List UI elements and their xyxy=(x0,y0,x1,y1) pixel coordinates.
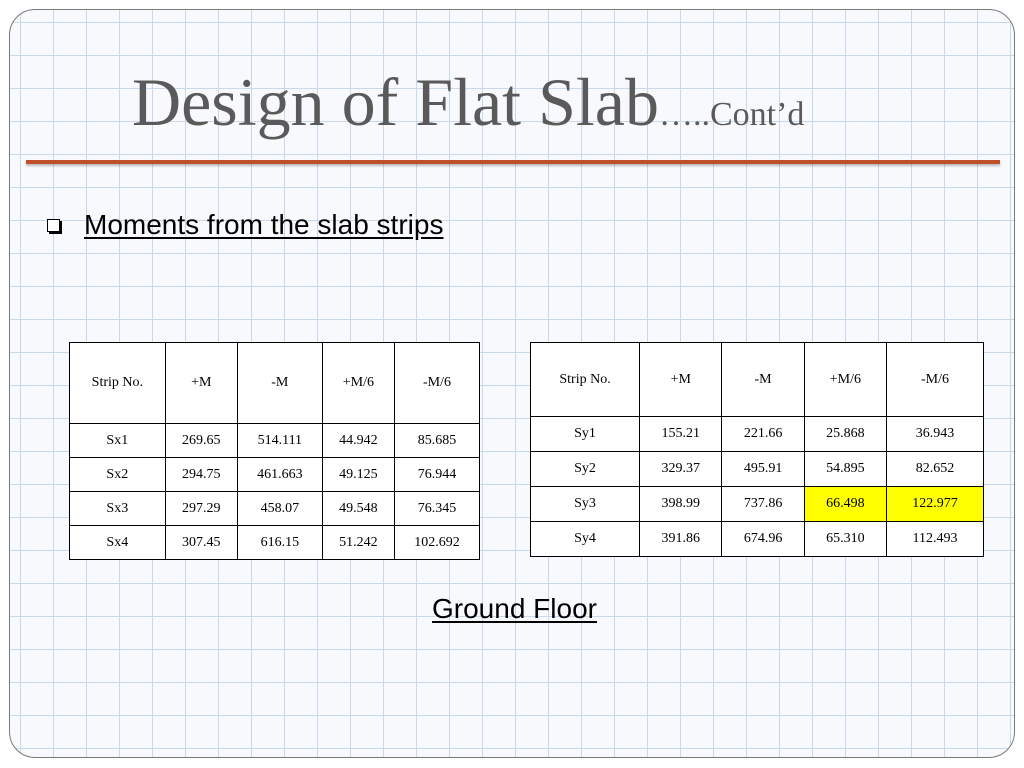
column-header-negative-moment-sixth: -M/6 xyxy=(395,343,480,424)
slide-title-main: Design of Flat Slab xyxy=(132,64,659,140)
bullet-text: Moments from the slab strips xyxy=(84,209,444,240)
table-row xyxy=(531,487,984,522)
table-row xyxy=(70,526,480,560)
table-cell: 391.86 xyxy=(640,522,722,557)
table-cell: 112.493 xyxy=(887,522,984,557)
table-cell: 329.37 xyxy=(640,452,722,487)
table-cell: 85.685 xyxy=(395,424,480,458)
column-header-strip-no: Strip No. xyxy=(70,343,166,424)
table-cell: 269.65 xyxy=(165,424,237,458)
bullet-item xyxy=(47,205,443,245)
column-header-positive-moment: +M xyxy=(165,343,237,424)
table-cell: 76.345 xyxy=(395,492,480,526)
column-header-positive-moment-sixth: +M/6 xyxy=(322,343,394,424)
slide-title xyxy=(132,60,804,157)
table-cell: 155.21 xyxy=(640,417,722,452)
column-header-negative-moment: -M xyxy=(237,343,322,424)
table-cell: 495.91 xyxy=(722,452,804,487)
x-strip-moments-table xyxy=(69,342,480,560)
table-cell: 65.310 xyxy=(804,522,886,557)
table-cell: 514.111 xyxy=(237,424,322,458)
table-cell: 51.242 xyxy=(322,526,394,560)
slide-title-suffix: …..Cont’d xyxy=(658,96,805,133)
table-cell: 44.942 xyxy=(322,424,394,458)
table-cell: 54.895 xyxy=(804,452,886,487)
title-divider xyxy=(26,160,1000,164)
table-cell: 294.75 xyxy=(165,458,237,492)
table-cell: 398.99 xyxy=(640,487,722,522)
table-cell: 458.07 xyxy=(237,492,322,526)
table-row xyxy=(531,452,984,487)
strip-no-cell: Sx4 xyxy=(70,526,166,560)
table-cell: 616.15 xyxy=(237,526,322,560)
strip-no-cell: Sx1 xyxy=(70,424,166,458)
table-row xyxy=(531,522,984,557)
highlighted-cell: 66.498 xyxy=(804,487,886,522)
table-cell: 461.663 xyxy=(237,458,322,492)
table-cell: 297.29 xyxy=(165,492,237,526)
column-header-negative-moment-sixth: -M/6 xyxy=(887,343,984,417)
strip-no-cell: Sy3 xyxy=(531,487,640,522)
floor-caption: Ground Floor xyxy=(432,593,597,624)
table-cell: 49.548 xyxy=(322,492,394,526)
table-row xyxy=(70,492,480,526)
strip-no-cell: Sy4 xyxy=(531,522,640,557)
table-cell: 737.86 xyxy=(722,487,804,522)
table-cell: 36.943 xyxy=(887,417,984,452)
table-row xyxy=(531,417,984,452)
table-cell: 25.868 xyxy=(804,417,886,452)
table-header-row xyxy=(70,343,480,424)
strip-no-cell: Sx3 xyxy=(70,492,166,526)
y-strip-moments-table xyxy=(530,342,984,557)
table-cell: 49.125 xyxy=(322,458,394,492)
table-row xyxy=(70,424,480,458)
table-row xyxy=(70,458,480,492)
column-header-negative-moment: -M xyxy=(722,343,804,417)
table-cell: 674.96 xyxy=(722,522,804,557)
checkbox-bullet-icon xyxy=(47,219,60,232)
strip-no-cell: Sy1 xyxy=(531,417,640,452)
column-header-strip-no: Strip No. xyxy=(531,343,640,417)
strip-no-cell: Sy2 xyxy=(531,452,640,487)
column-header-positive-moment: +M xyxy=(640,343,722,417)
column-header-positive-moment-sixth: +M/6 xyxy=(804,343,886,417)
strip-no-cell: Sx2 xyxy=(70,458,166,492)
table-cell: 307.45 xyxy=(165,526,237,560)
table-cell: 102.692 xyxy=(395,526,480,560)
table-cell: 82.652 xyxy=(887,452,984,487)
slide xyxy=(9,9,1015,758)
highlighted-cell: 122.977 xyxy=(887,487,984,522)
table-cell: 76.944 xyxy=(395,458,480,492)
table-cell: 221.66 xyxy=(722,417,804,452)
table-header-row xyxy=(531,343,984,417)
